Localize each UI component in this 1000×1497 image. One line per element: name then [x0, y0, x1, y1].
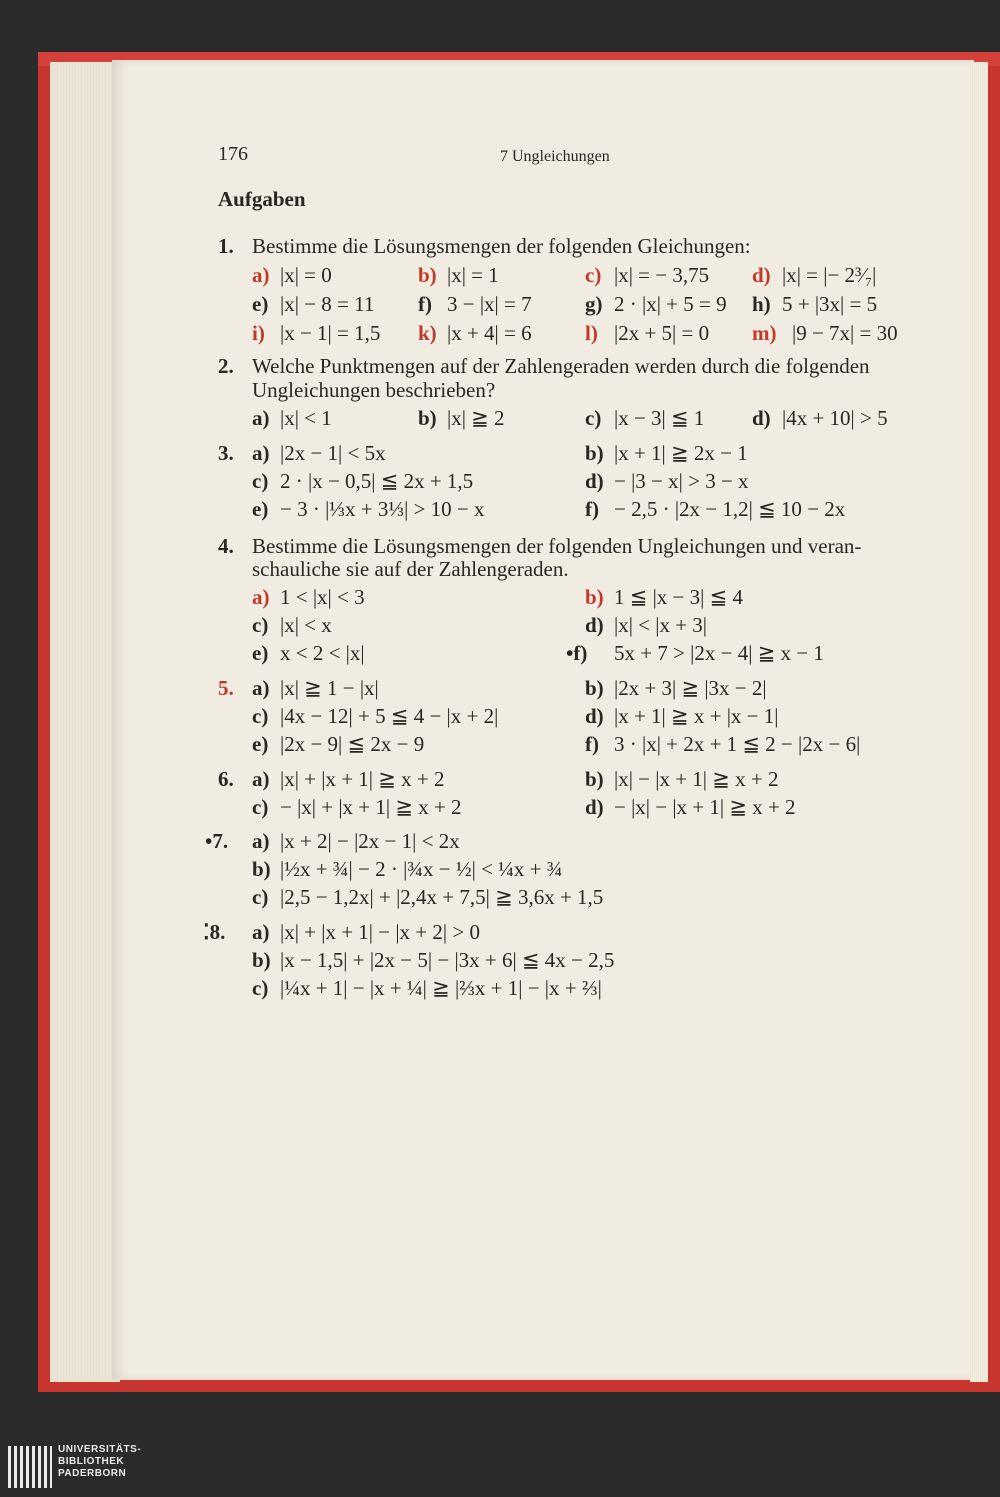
item-label: e)	[252, 641, 269, 665]
item-label: a)	[252, 829, 270, 853]
item-expression: 2 · |x − 0,5| ≦ 2x + 1,5	[280, 469, 474, 493]
item-expression: |x| + |x + 1| ≧ x + 2	[280, 767, 445, 791]
item-expression: |2x + 5| = 0	[614, 321, 710, 345]
item-label: b)	[585, 585, 604, 609]
item-label: d)	[585, 704, 604, 728]
item-label: c)	[252, 469, 269, 493]
item-expression: 5x + 7 > |2x − 4| ≧ x − 1	[614, 641, 824, 665]
item-expression: |2,5 − 1,2x| + |2,4x + 7,5| ≧ 3,6x + 1,5	[280, 885, 604, 909]
item-expression: |4x − 12| + 5 ≦ 4 − |x + 2|	[280, 704, 499, 728]
item-expression: 2 · |x| + 5 = 9	[614, 292, 727, 316]
item-expression: |2x − 1| < 5x	[280, 441, 386, 465]
item-label: l)	[585, 321, 598, 345]
section-title: Aufgaben	[218, 187, 306, 211]
item-label: e)	[252, 292, 269, 316]
item-label: k)	[418, 321, 437, 345]
item-label: g)	[585, 292, 603, 316]
item-label: b)	[585, 676, 604, 700]
item-expression: |x| ≧ 2	[447, 406, 505, 430]
item-label: c)	[252, 704, 269, 728]
item-expression: |x| + |x + 1| − |x + 2| > 0	[280, 920, 480, 944]
logo-line: BIBLIOTHEK	[58, 1456, 125, 1467]
item-expression: |x| ≧ 1 − |x|	[280, 676, 379, 700]
task-number: •7.	[205, 829, 229, 853]
task-number: 5.	[218, 676, 234, 700]
item-label: c)	[252, 795, 269, 819]
item-expression: |x + 2| − |2x − 1| < 2x	[280, 829, 460, 853]
item-expression: − |x| − |x + 1| ≧ x + 2	[614, 795, 796, 819]
library-logo-text	[58, 1444, 141, 1480]
item-label: a)	[252, 767, 270, 791]
task-number: ⁚8.	[203, 920, 226, 944]
item-label: a)	[252, 920, 270, 944]
task-text: Ungleichungen beschrieben?	[252, 378, 496, 402]
page-number: 176	[218, 143, 248, 165]
item-label: f)	[418, 292, 432, 316]
task-text: Bestimme die Lösungsmengen der folgenden Ungleichungen und veran-	[252, 534, 862, 558]
item-expression: − 2,5 · |2x − 1,2| ≦ 10 − 2x	[614, 497, 846, 521]
item-expression: |9 − 7x| = 30	[792, 321, 898, 345]
item-label: c)	[252, 613, 269, 637]
item-label: e)	[252, 732, 269, 756]
item-expression: − 3 · |⅓x + 3⅓| > 10 − x	[280, 497, 485, 521]
page-edges	[50, 62, 120, 1382]
item-expression: |2x − 9| ≦ 2x − 9	[280, 732, 425, 756]
item-label: b)	[585, 767, 604, 791]
task-number: 6.	[218, 767, 234, 791]
item-expression: 1 < |x| < 3	[280, 585, 365, 609]
item-expression: |x| − 8 = 11	[280, 292, 375, 316]
item-expression: |x − 1| = 1,5	[280, 321, 381, 345]
task-text: Bestimme die Lösungsmengen der folgenden Gleichungen:	[252, 234, 751, 258]
item-label: c)	[585, 406, 602, 430]
item-expression: 5 + |3x| = 5	[782, 292, 878, 316]
task-number: 3.	[218, 441, 234, 465]
item-label: m)	[752, 321, 777, 345]
item-expression: 3 − |x| = 7	[447, 292, 532, 316]
item-label: e)	[252, 497, 269, 521]
item-label: d)	[585, 613, 604, 637]
item-expression: 3 · |x| + 2x + 1 ≦ 2 − |2x − 6|	[614, 732, 861, 756]
page-edges-right	[970, 62, 988, 1382]
task-text: schauliche sie auf der Zahlengeraden.	[252, 557, 569, 581]
item-expression: x < 2 < |x|	[280, 641, 365, 665]
item-label: h)	[752, 292, 771, 316]
item-expression: |x| < 1	[280, 406, 332, 430]
item-label: d)	[585, 795, 604, 819]
item-label: a)	[252, 406, 270, 430]
item-expression: |4x + 10| > 5	[782, 406, 888, 430]
logo-line: PADERBORN	[58, 1468, 127, 1479]
item-expression: − |x| + |x + 1| ≧ x + 2	[280, 795, 462, 819]
item-expression: 1 ≦ |x − 3| ≦ 4	[614, 585, 743, 609]
item-expression: |x − 3| ≦ 1	[614, 406, 705, 430]
item-expression: |x| < |x + 3|	[614, 613, 708, 637]
item-label: b)	[418, 406, 437, 430]
item-label: f)	[585, 497, 599, 521]
item-label: b)	[252, 948, 271, 972]
item-expression: |¼x + 1| − |x + ¼| ≧ |⅔x + 1| − |x + ⅔|	[280, 976, 602, 1000]
item-label: b)	[418, 263, 437, 287]
item-expression: |x| = |− 2³⁄₇|	[782, 263, 877, 287]
item-label: c)	[252, 976, 269, 1000]
item-expression: |x + 1| ≧ 2x − 1	[614, 441, 748, 465]
item-label: f)	[585, 732, 599, 756]
item-expression: |x| = − 3,75	[614, 263, 710, 287]
item-label: a)	[252, 263, 270, 287]
item-label: c)	[585, 263, 602, 287]
item-expression: |x| < x	[280, 613, 332, 637]
item-expression: |x| = 1	[447, 263, 499, 287]
item-label: b)	[252, 857, 271, 881]
item-expression: |x| − |x + 1| ≧ x + 2	[614, 767, 779, 791]
book-page	[112, 60, 974, 1380]
item-label: i)	[252, 321, 265, 345]
item-expression: |x + 4| = 6	[447, 321, 532, 345]
item-label: a)	[252, 585, 270, 609]
item-expression: |½x + ¾| − 2 · |¾x − ½| < ¼x + ¾	[280, 857, 563, 881]
barcode-icon	[8, 1446, 52, 1488]
task-number: 1.	[218, 234, 234, 258]
item-label: a)	[252, 441, 270, 465]
logo-line: UNIVERSITÄTS-	[58, 1444, 142, 1455]
library-logo	[8, 1444, 148, 1492]
item-label: d)	[585, 469, 604, 493]
task-number: 4.	[218, 534, 234, 558]
item-expression: |x| = 0	[280, 263, 332, 287]
item-label: c)	[252, 885, 269, 909]
item-label: b)	[585, 441, 604, 465]
item-label: •f)	[566, 641, 588, 665]
task-number: 2.	[218, 354, 234, 378]
item-expression: |x + 1| ≧ x + |x − 1|	[614, 704, 779, 728]
item-expression: − |3 − x| > 3 − x	[614, 469, 749, 493]
chapter-title: 7 Ungleichungen	[500, 148, 610, 165]
item-label: d)	[752, 263, 771, 287]
item-label: a)	[252, 676, 270, 700]
item-expression: |x − 1,5| + |2x − 5| − |3x + 6| ≦ 4x − 2,5	[280, 948, 615, 972]
task-text: Welche Punktmengen auf der Zahlengeraden werden durch die folgenden	[252, 354, 870, 378]
item-label: d)	[752, 406, 771, 430]
item-expression: |2x + 3| ≧ |3x − 2|	[614, 676, 767, 700]
